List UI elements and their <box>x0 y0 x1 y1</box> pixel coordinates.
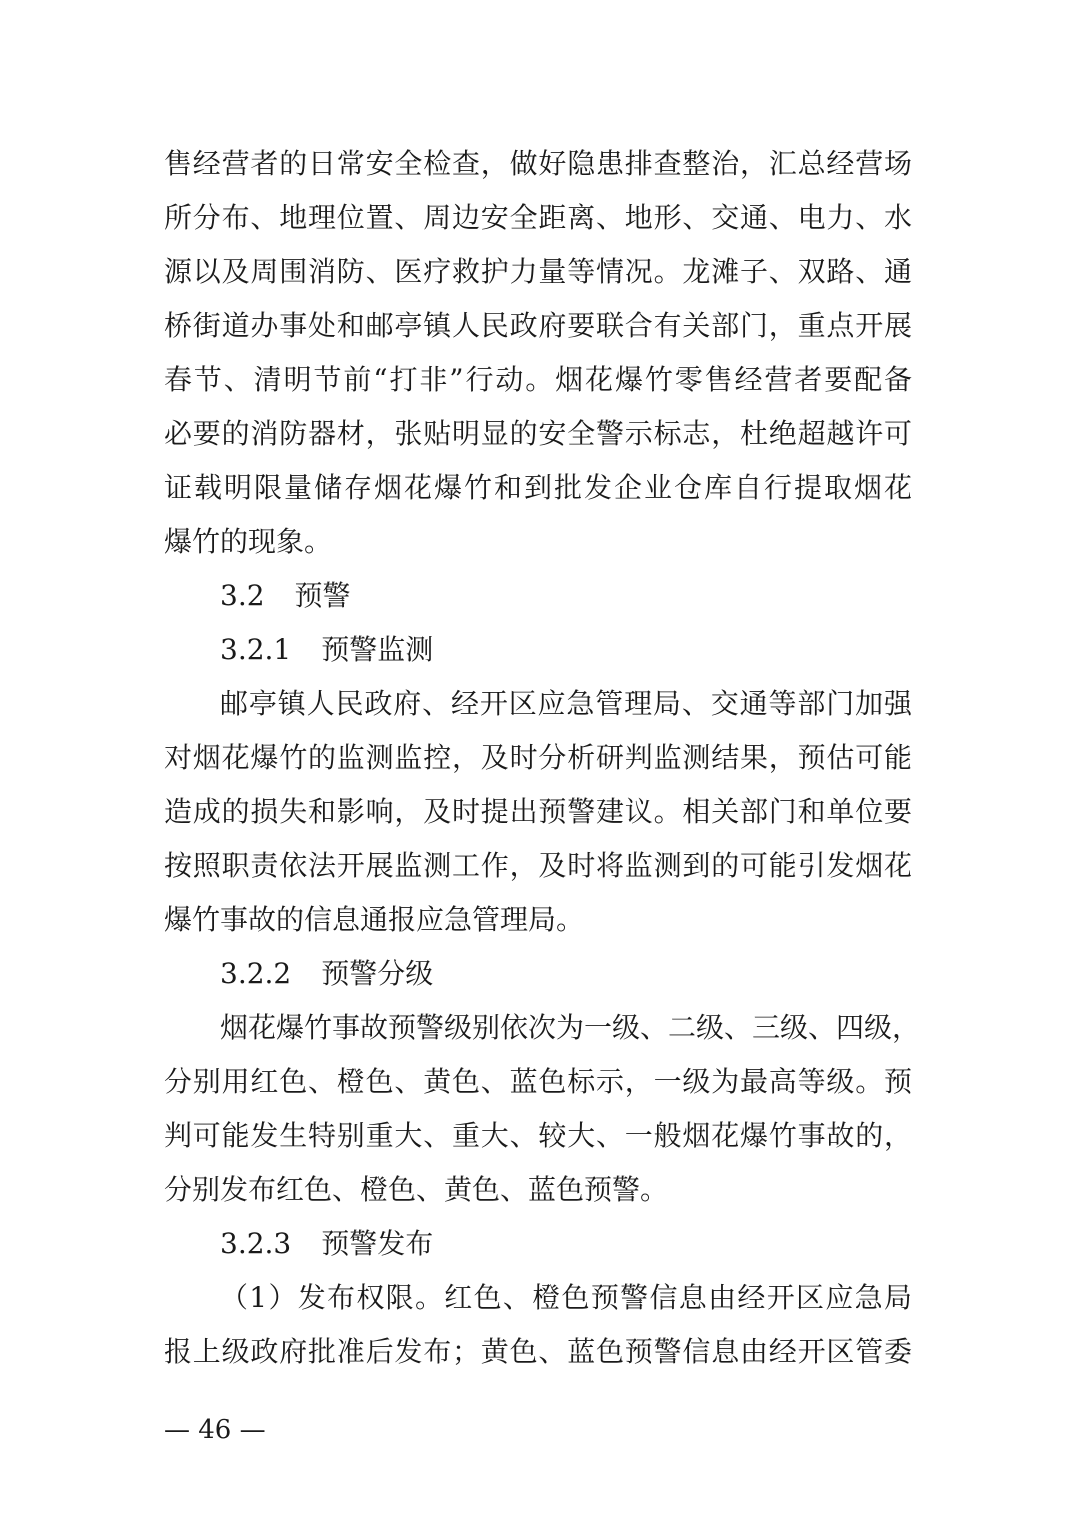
section-title: 预警监测 <box>321 633 434 666</box>
document-body <box>164 137 921 1379</box>
section-number: 3.2.3 <box>220 1227 292 1260</box>
section-heading-3-2-2 <box>164 947 912 1001</box>
paragraph-line: （1）发布权限。红色、橙色预警信息由经开区应急局 <box>220 1281 912 1314</box>
paragraph-line: 报上级政府批准后发布；黄色、蓝色预警信息由经开区管委 <box>164 1335 912 1368</box>
paragraph-line: 所分布、地理位置、周边安全距离、地形、交通、电力、水 <box>164 201 912 234</box>
page-number: — 46 — <box>164 1415 266 1445</box>
section-heading-3-2-1 <box>164 623 912 677</box>
section-number: 3.2 <box>220 579 265 612</box>
paragraph-line: 必要的消防器材，张贴明显的安全警示标志，杜绝超越许可 <box>164 417 912 450</box>
paragraph-line: 分别发布红色、橙色、黄色、蓝色预警。 <box>164 1173 669 1206</box>
paragraph-line: 邮亭镇人民政府、经开区应急管理局、交通等部门加强 <box>220 687 912 720</box>
section-heading-3-2 <box>164 569 912 623</box>
paragraph-line: 售经营者的日常安全检查，做好隐患排查整治，汇总经营场 <box>164 147 912 180</box>
paragraph-line: 分别用红色、橙色、黄色、蓝色标示，一级为最高等级。预 <box>164 1065 912 1098</box>
paragraph-line: 造成的损失和影响，及时提出预警建议。相关部门和单位要 <box>164 795 912 828</box>
paragraph-line: 爆竹事故的信息通报应急管理局。 <box>164 903 585 936</box>
section-title: 预警 <box>294 579 351 612</box>
paragraph-line: 桥街道办事处和邮亭镇人民政府要联合有关部门，重点开展 <box>164 309 912 342</box>
paragraph-line: 证载明限量储存烟花爆竹和到批发企业仓库自行提取烟花 <box>164 471 912 504</box>
paragraph-line: 判可能发生特别重大、重大、较大、一般烟花爆竹事故的， <box>164 1119 912 1152</box>
section-number: 3.2.2 <box>220 957 292 990</box>
section-title: 预警发布 <box>321 1227 434 1260</box>
section-number: 3.2.1 <box>220 633 292 666</box>
section-heading-3-2-3 <box>164 1217 912 1271</box>
paragraph-line: 按照职责依法开展监测工作，及时将监测到的可能引发烟花 <box>164 849 912 882</box>
paragraph-line: 春节、清明节前“打非”行动。烟花爆竹零售经营者要配备 <box>164 363 912 396</box>
paragraph-line: 对烟花爆竹的监测监控，及时分析研判监测结果，预估可能 <box>164 741 912 774</box>
paragraph-line: 源以及周围消防、医疗救护力量等情况。龙滩子、双路、通 <box>164 255 912 288</box>
paragraph-line: 烟花爆竹事故预警级别依次为一级、二级、三级、四级， <box>220 1011 921 1044</box>
section-title: 预警分级 <box>321 957 434 990</box>
paragraph-line: 爆竹的现象。 <box>164 525 333 558</box>
